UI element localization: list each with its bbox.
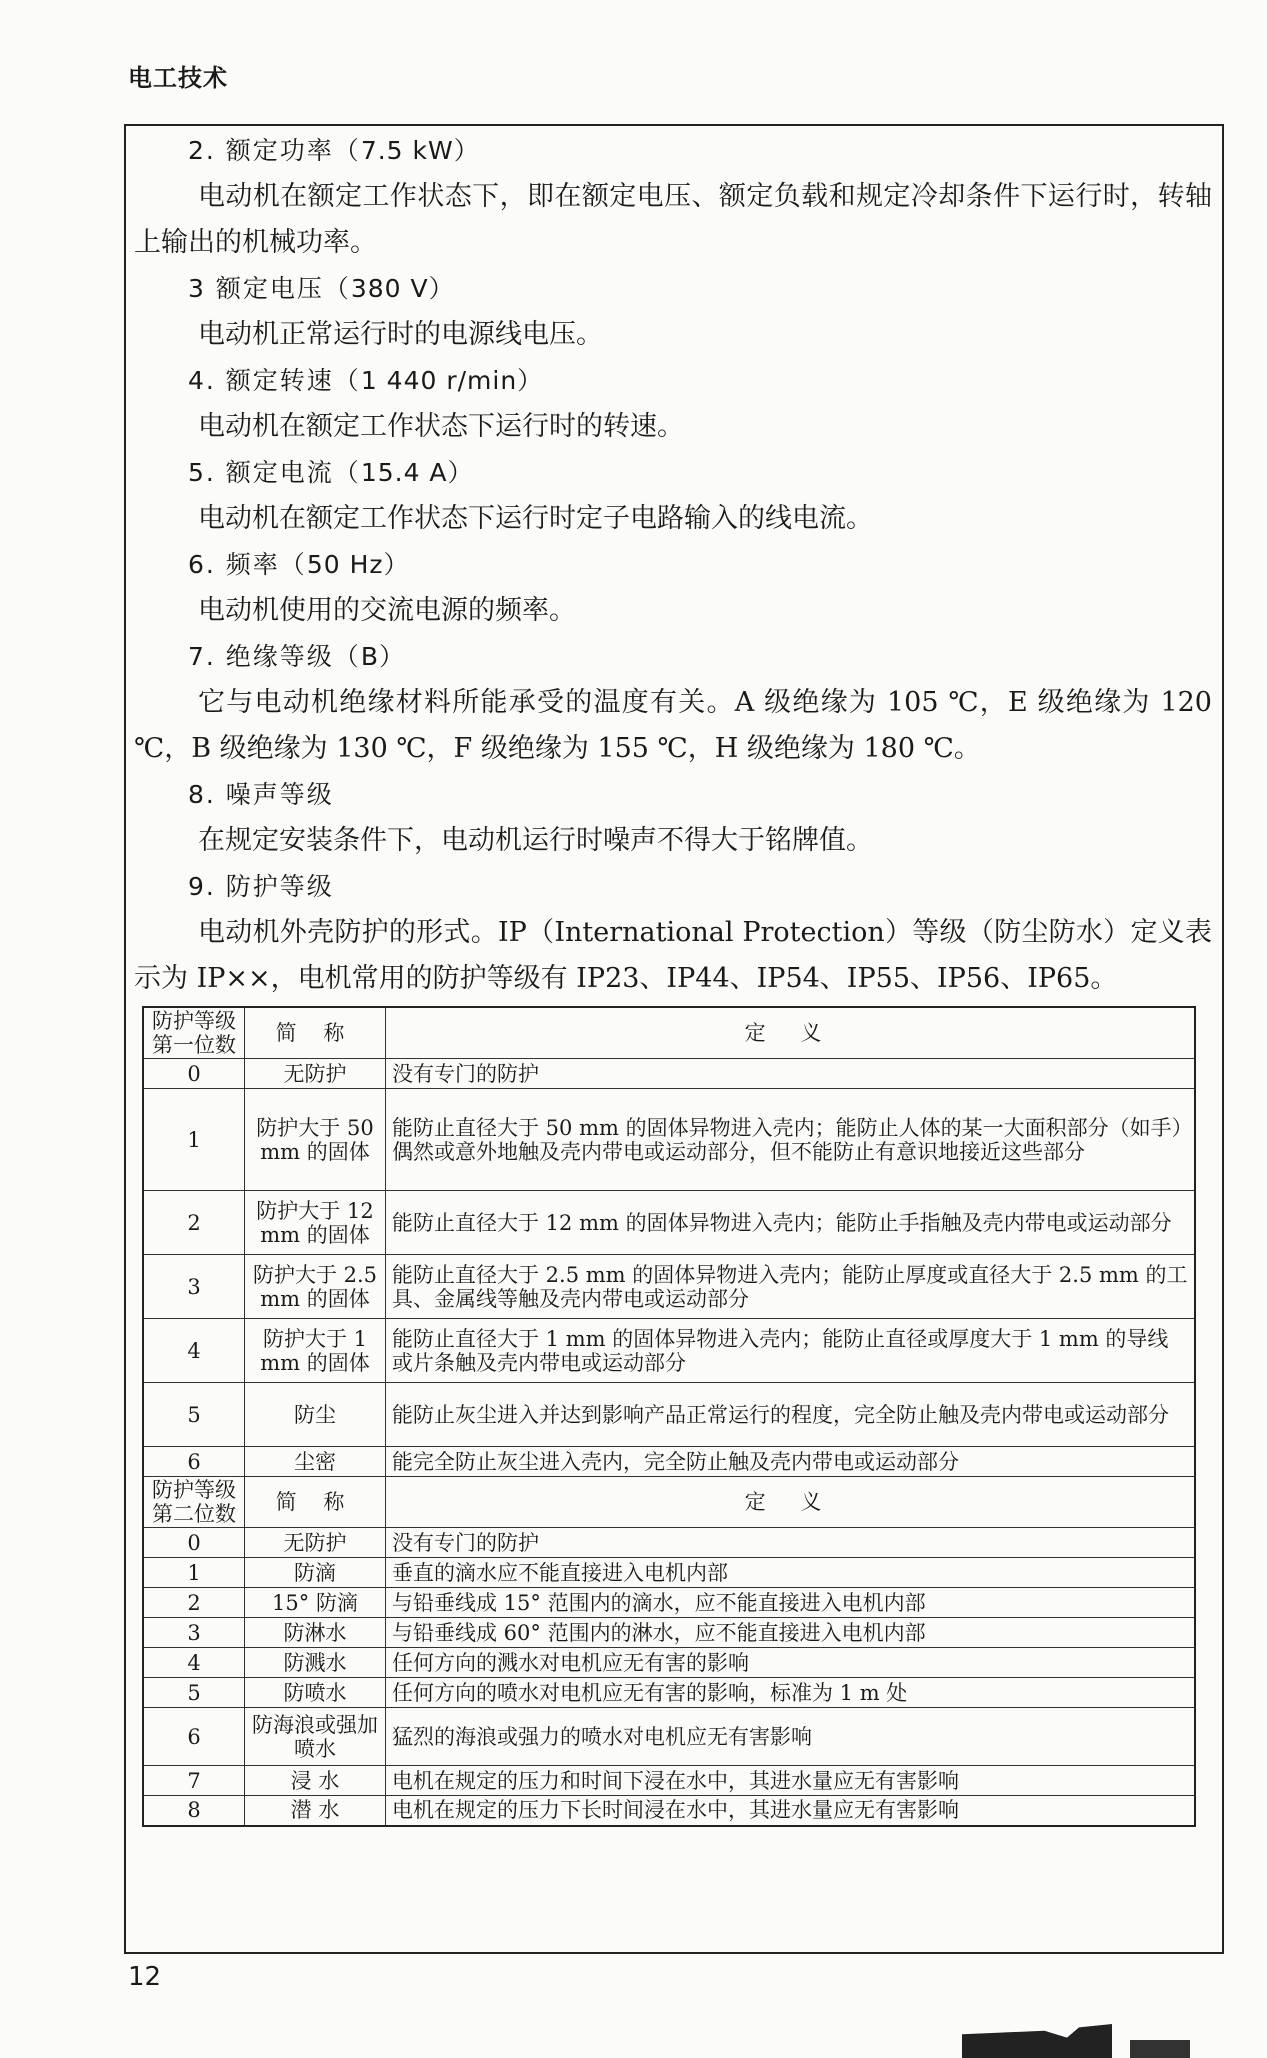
section-body: 电动机正常运行时的电源线电压。 [198, 319, 603, 350]
name-cell: 无防护 [245, 1059, 386, 1089]
section-body: 电动机在额定工作状态下运行时定子电路输入的线电流。 [198, 503, 873, 534]
name-cell: 防护大于 12 mm 的固体 [245, 1191, 386, 1255]
section-body: 电动机在额定工作状态下，即在额定电压、额定负载和规定冷却条件下运行时，转轴上输出的机械功率。 [134, 181, 1212, 258]
table-row [143, 1618, 1195, 1648]
header-cell: 定 义 [386, 1477, 1196, 1528]
digit-cell: 4 [143, 1319, 245, 1383]
definition-cell: 猛烈的海浪或强力的喷水对电机应无有害影响 [386, 1708, 1196, 1766]
section-heading: 8. 噪声等级 [188, 780, 334, 809]
name-cell: 防护大于 1 mm 的固体 [245, 1319, 386, 1383]
table-row [143, 1191, 1195, 1255]
header-cell: 防护等级第二位数 [143, 1477, 245, 1528]
section-body: 电动机使用的交流电源的频率。 [198, 595, 576, 626]
definition-cell: 与铅垂线成 60° 范围内的淋水，应不能直接进入电机内部 [386, 1618, 1196, 1648]
page-number: 12 [128, 1962, 162, 1992]
name-cell: 尘密 [245, 1447, 386, 1477]
scan-artifact [962, 2024, 1112, 2058]
table-row [143, 1648, 1195, 1678]
section-heading: 9. 防护等级 [188, 872, 334, 901]
table-row [143, 1558, 1195, 1588]
name-cell: 防淋水 [245, 1618, 386, 1648]
name-cell: 防喷水 [245, 1678, 386, 1708]
table-header-row [143, 1007, 1195, 1059]
section-heading: 7. 绝缘等级（B） [188, 642, 405, 671]
digit-cell: 2 [143, 1191, 245, 1255]
name-cell: 防护大于 50 mm 的固体 [245, 1089, 386, 1191]
definition-cell: 能防止直径大于 2.5 mm 的固体异物进入壳内；能防止厚度或直径大于 2.5 mm 的工具、金属线等触及壳内带电或运动部分 [386, 1255, 1196, 1319]
digit-cell: 5 [143, 1383, 245, 1447]
digit-cell: 7 [143, 1766, 245, 1796]
definition-cell: 能防止直径大于 12 mm 的固体异物进入壳内；能防止手指触及壳内带电或运动部分 [386, 1191, 1196, 1255]
table-row [143, 1447, 1195, 1477]
table-row [143, 1766, 1195, 1796]
definition-cell: 能防止灰尘进入并达到影响产品正常运行的程度，完全防止触及壳内带电或运动部分 [386, 1383, 1196, 1447]
scan-artifact [1130, 2040, 1190, 2058]
name-cell: 防滴 [245, 1558, 386, 1588]
definition-cell: 能完全防止灰尘进入壳内，完全防止触及壳内带电或运动部分 [386, 1447, 1196, 1477]
table-row [143, 1059, 1195, 1089]
digit-cell: 4 [143, 1648, 245, 1678]
digit-cell: 8 [143, 1796, 245, 1826]
section-heading: 5. 额定电流（15.4 A） [188, 458, 474, 487]
digit-cell: 0 [143, 1528, 245, 1558]
section-heading: 2. 额定功率（7.5 kW） [188, 136, 480, 165]
table-row [143, 1708, 1195, 1766]
definition-cell: 任何方向的溅水对电机应无有害的影响 [386, 1648, 1196, 1678]
table-row [143, 1588, 1195, 1618]
header-cell: 定 义 [386, 1007, 1196, 1059]
definition-cell: 与铅垂线成 15° 范围内的滴水，应不能直接进入电机内部 [386, 1588, 1196, 1618]
digit-cell: 2 [143, 1588, 245, 1618]
digit-cell: 3 [143, 1255, 245, 1319]
definition-cell: 能防止直径大于 50 mm 的固体异物进入壳内；能防止人体的某一大面积部分（如手）偶然或意外地触及壳内带电或运动部分，但不能防止有意识地接近这些部分 [386, 1089, 1196, 1191]
name-cell: 潜 水 [245, 1796, 386, 1826]
digit-cell: 0 [143, 1059, 245, 1089]
name-cell: 防尘 [245, 1383, 386, 1447]
name-cell: 浸 水 [245, 1766, 386, 1796]
digit-cell: 6 [143, 1447, 245, 1477]
table-row [143, 1383, 1195, 1447]
header-cell: 防护等级第一位数 [143, 1007, 245, 1059]
section-heading: 4. 额定转速（1 440 r/min） [188, 366, 544, 395]
digit-cell: 5 [143, 1678, 245, 1708]
digit-cell: 6 [143, 1708, 245, 1766]
digit-cell: 3 [143, 1618, 245, 1648]
definition-cell: 任何方向的喷水对电机应无有害的影响，标准为 1 m 处 [386, 1678, 1196, 1708]
name-cell: 防护大于 2.5 mm 的固体 [245, 1255, 386, 1319]
section-body: 它与电动机绝缘材料所能承受的温度有关。A 级绝缘为 105 ℃，E 级绝缘为 120 ℃，B 级绝缘为 130 ℃，F 级绝缘为 155 ℃，H 级绝缘为 180 ℃。 [134, 687, 1212, 764]
definition-cell: 垂直的滴水应不能直接进入电机内部 [386, 1558, 1196, 1588]
ip-protection-table [142, 1006, 1196, 1827]
section-body: 在规定安装条件下，电动机运行时噪声不得大于铭牌值。 [198, 825, 873, 856]
header-cell: 简 称 [245, 1477, 386, 1528]
definition-cell: 电机在规定的压力下长时间浸在水中，其进水量应无有害影响 [386, 1796, 1196, 1826]
name-cell: 无防护 [245, 1528, 386, 1558]
definition-cell: 电机在规定的压力和时间下浸在水中，其进水量应无有害影响 [386, 1766, 1196, 1796]
running-header: 电工技术 [128, 64, 228, 92]
table-row [143, 1319, 1195, 1383]
name-cell: 15° 防滴 [245, 1588, 386, 1618]
definition-cell: 没有专门的防护 [386, 1528, 1196, 1558]
definition-cell: 能防止直径大于 1 mm 的固体异物进入壳内；能防止直径或厚度大于 1 mm 的导线或片条触及壳内带电或运动部分 [386, 1319, 1196, 1383]
table-row [143, 1678, 1195, 1708]
header-cell: 简 称 [245, 1007, 386, 1059]
table-row [143, 1528, 1195, 1558]
section-body: 电动机外壳防护的形式。IP（International Protection）等级（防尘防水）定义表示为 IP××，电机常用的防护等级有 IP23、IP44、IP54、IP55、IP56、IP65。 [134, 917, 1212, 994]
spec-list [124, 128, 1224, 1002]
name-cell: 防海浪或强加喷水 [245, 1708, 386, 1766]
name-cell: 防溅水 [245, 1648, 386, 1678]
section-body: 电动机在额定工作状态下运行时的转速。 [198, 411, 684, 442]
table-row [143, 1255, 1195, 1319]
table-header-row [143, 1477, 1195, 1528]
section-heading: 3 额定电压（380 V） [188, 274, 455, 303]
digit-cell: 1 [143, 1089, 245, 1191]
digit-cell: 1 [143, 1558, 245, 1588]
table-row [143, 1796, 1195, 1826]
table-row [143, 1089, 1195, 1191]
section-heading: 6. 频率（50 Hz） [188, 550, 410, 579]
definition-cell: 没有专门的防护 [386, 1059, 1196, 1089]
